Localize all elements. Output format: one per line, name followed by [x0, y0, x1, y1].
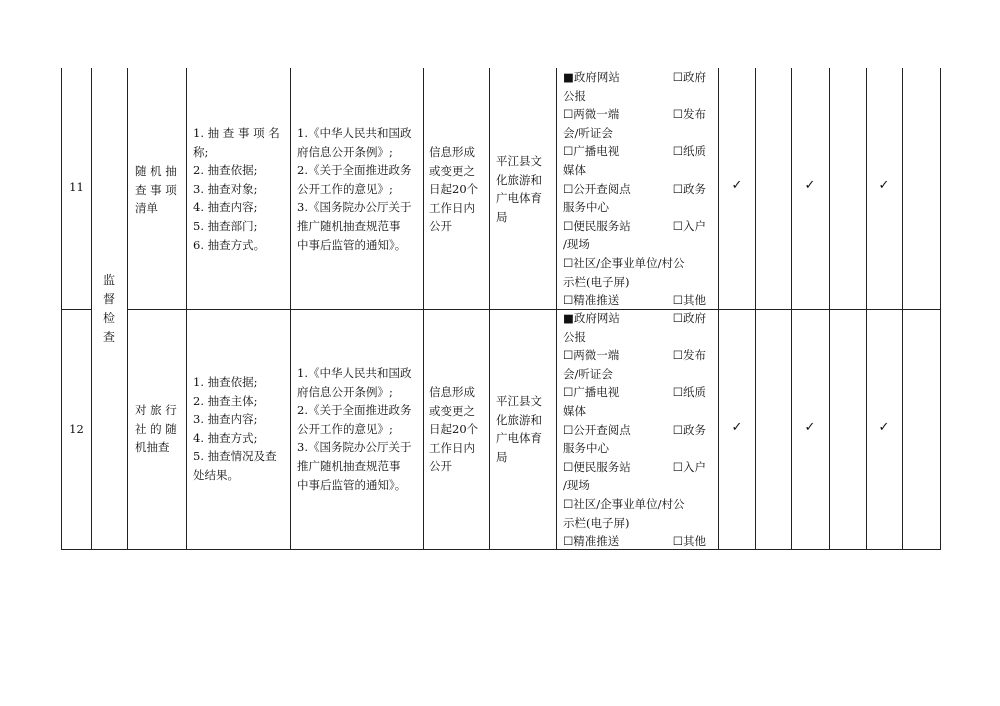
channel-option: ☐两微一端 [563, 348, 620, 363]
channel-option-row [563, 346, 706, 365]
text-line: 1.《中华人民共和国政 [297, 126, 412, 140]
channel-option-row [563, 142, 706, 161]
channel-option-row [563, 421, 706, 440]
channel-option: 会/听证会 [563, 125, 613, 140]
channel-list [563, 309, 706, 551]
publishing-subject [496, 152, 554, 226]
text-line: 信息形成 [429, 385, 475, 399]
publishing-subject [496, 392, 554, 466]
channel-option-row [563, 383, 706, 402]
text-line: 化旅游和 [496, 412, 542, 427]
check-mark: ✓ [731, 178, 743, 193]
channel-option: ☐便民服务站 [563, 459, 631, 474]
channel-option-row [563, 532, 706, 551]
check-mark: ✓ [878, 178, 890, 193]
text-line: 2.《关于全面推进政务 [297, 403, 412, 418]
channel-option: ☐两微一端 [563, 107, 620, 122]
channel-option: ☐入户 [672, 459, 706, 474]
text-line: 1. 抽查依据; [193, 375, 258, 389]
channel-option: 会/听证会 [563, 366, 613, 381]
channel-option: ☐广播电视 [563, 385, 620, 400]
channel-option-row [563, 124, 706, 143]
text-line: 4. 抽查方式; [193, 430, 258, 445]
channel-option: ☐公开查阅点 [563, 422, 631, 437]
text-line: 5. 抽查情况及查 [193, 449, 277, 464]
row-divider [61, 309, 91, 310]
channel-option: ☐广播电视 [563, 144, 620, 159]
text-line: 3.《国务院办公厅关于 [297, 200, 412, 215]
channel-option: ☐入户 [672, 218, 706, 233]
channel-option: 媒体 [563, 162, 586, 177]
text-line: 广电体育 [496, 431, 542, 446]
text-line: 化旅游和 [496, 172, 542, 187]
channel-option: ☐精准推送 [563, 293, 620, 308]
row-divider [127, 309, 941, 310]
text-line: 随 机 抽 [135, 164, 177, 178]
text-line: 2. 抽查依据; [193, 163, 258, 178]
text-line: 公开工作的意见》; [297, 181, 393, 196]
text-line: 2. 抽查主体; [193, 393, 258, 408]
text-line: 1. 抽 查 事 项 名 [193, 126, 280, 140]
channel-option: ■政府网站 [563, 311, 620, 325]
channel-option-row [563, 514, 706, 533]
channel-option-row [563, 402, 706, 421]
text-line: 工作日内 [429, 440, 475, 455]
channel-option-row [563, 365, 706, 384]
channel-option-row [563, 458, 706, 477]
table-bottom-border [61, 549, 941, 550]
text-line: 广电体育 [496, 191, 542, 206]
channel-option-row [563, 198, 706, 217]
channel-option: ☐政府 [672, 311, 706, 325]
text-line: 中事后监管的通知》。 [297, 477, 407, 492]
text-line: 对 旅 行 [135, 403, 177, 417]
text-line: 或变更之 [429, 163, 475, 178]
text-line: 处结果。 [193, 467, 239, 482]
channel-option: /现场 [563, 478, 590, 493]
channel-option: ☐发布 [672, 107, 706, 122]
channel-option-row [563, 291, 706, 310]
text-line: 信息形成 [429, 145, 475, 159]
channel-option: ☐纸质 [672, 144, 706, 159]
channel-option: ☐其他 [672, 293, 706, 308]
channel-option-row [563, 180, 706, 199]
channel-option: ☐便民服务站 [563, 218, 631, 233]
text-line: 机抽查 [135, 440, 170, 455]
text-line: 公开工作的意见》; [297, 421, 393, 436]
basis-text [297, 364, 421, 494]
channel-option: 服务中心 [563, 441, 609, 456]
text-line: 平江县文 [496, 154, 542, 168]
channel-option-row [563, 235, 706, 254]
time-limit [429, 383, 487, 476]
text-line: 查 事 项 [135, 182, 177, 197]
item-name [135, 162, 181, 218]
channel-option-row [563, 439, 706, 458]
channel-option: ☐纸质 [672, 385, 706, 400]
category-char: 监 [102, 273, 115, 287]
text-line: 工作日内 [429, 200, 475, 215]
text-line: 府信息公开条例》; [297, 144, 393, 159]
text-line: 局 [496, 449, 508, 464]
channel-option: ☐政务 [672, 181, 706, 196]
channel-option: ☐精准推送 [563, 534, 620, 549]
text-line: 推广随机抽查规范事 [297, 458, 401, 473]
item-content [193, 373, 283, 485]
text-line: 或变更之 [429, 403, 475, 418]
channel-option: /现场 [563, 237, 590, 252]
channel-option: ■政府网站 [563, 70, 620, 84]
check-mark: ✓ [731, 420, 743, 435]
channel-option: 公报 [563, 329, 586, 344]
channel-option: ☐公开查阅点 [563, 181, 631, 196]
text-line: 中事后监管的通知》。 [297, 237, 407, 252]
grid-line [91, 68, 92, 550]
text-line: 2.《关于全面推进政务 [297, 163, 412, 178]
basis-text [297, 124, 421, 254]
channel-list [563, 68, 706, 310]
item-content [193, 124, 283, 254]
channel-option: 媒体 [563, 403, 586, 418]
time-limit [429, 143, 487, 236]
text-line: 推广随机抽查规范事 [297, 218, 401, 233]
text-line: 3. 抽查对象; [193, 181, 258, 196]
channel-option-row [563, 87, 706, 106]
channel-option: 公报 [563, 88, 586, 103]
channel-option-row [563, 161, 706, 180]
channel-option: ☐政务 [672, 422, 706, 437]
channel-option: ☐发布 [672, 348, 706, 363]
channel-option-row [563, 273, 706, 292]
category-char: 检 [102, 311, 115, 325]
text-line: 3. 抽查内容; [193, 412, 258, 427]
check-mark: ✓ [804, 420, 816, 435]
text-line: 公开 [429, 459, 452, 474]
check-mark: ✓ [804, 178, 816, 193]
text-line: 社 的 随 [135, 421, 177, 436]
text-line: 日起20个 [429, 422, 479, 437]
text-line: 清单 [135, 201, 158, 216]
text-line: 3.《国务院办公厅关于 [297, 440, 412, 455]
row-number: 11 [69, 180, 84, 194]
channel-option-row [563, 309, 706, 328]
channel-option-row [563, 328, 706, 347]
text-line: 公开 [429, 219, 452, 234]
channel-option: 示栏(电子屏) [563, 274, 630, 289]
text-line: 称; [193, 144, 209, 159]
text-line: 平江县文 [496, 394, 542, 408]
channel-option-row [563, 217, 706, 236]
text-line: 局 [496, 209, 508, 224]
category-char: 查 [102, 330, 115, 344]
category-label [102, 271, 116, 347]
check-mark: ✓ [878, 420, 890, 435]
text-line: 1.《中华人民共和国政 [297, 366, 412, 380]
channel-option-row [563, 105, 706, 124]
item-name [135, 401, 181, 457]
channel-option-row [563, 68, 706, 87]
channel-option: ☐其他 [672, 534, 706, 549]
category-char: 督 [102, 292, 115, 306]
text-line: 5. 抽查部门; [193, 218, 258, 233]
channel-option: ☐政府 [672, 70, 706, 84]
channel-option-row [563, 254, 706, 273]
channel-option: 服务中心 [563, 200, 609, 215]
channel-option-row [563, 476, 706, 495]
text-line: 6. 抽查方式。 [193, 237, 266, 252]
row-number: 12 [69, 422, 84, 436]
channel-option: ☐社区/企事业单位/村公 [563, 255, 685, 270]
channel-option: ☐社区/企事业单位/村公 [563, 496, 685, 511]
text-line: 日起20个 [429, 182, 479, 197]
channel-option-row [563, 495, 706, 514]
text-line: 府信息公开条例》; [297, 384, 393, 399]
text-line: 4. 抽查内容; [193, 200, 258, 215]
channel-option: 示栏(电子屏) [563, 515, 630, 530]
